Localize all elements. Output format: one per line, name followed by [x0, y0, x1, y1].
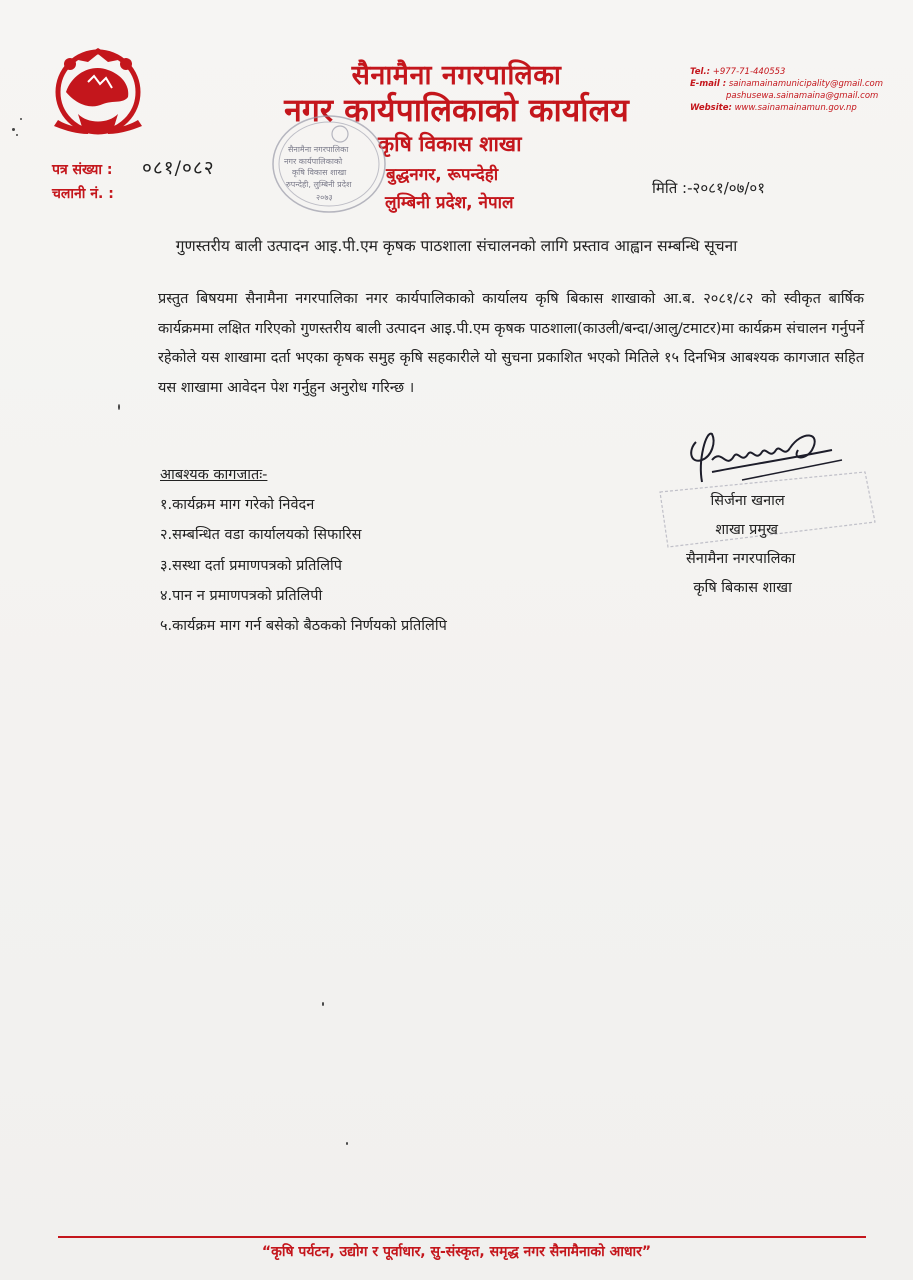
stamp-text-1: सैनामैना नगरपालिका	[288, 145, 349, 154]
email-value-1: sainamainamunicipality@gmail.com	[728, 79, 883, 89]
documents-list	[160, 490, 447, 641]
stamp-text-4: रुपन्देही, लुम्बिनी प्रदेश	[286, 180, 352, 189]
list-item: ४.पान न प्रमाणपत्रको प्रतिलिपी	[160, 587, 323, 604]
patra-sankhya-label: पत्र संख्या :	[52, 162, 113, 178]
list-item: ५.कार्यक्रम माग गर्न बसेको बैठकको निर्णयको प्रतिलिपि	[160, 618, 447, 635]
signatory-office: सैनामैना नगरपालिका	[686, 551, 796, 567]
website-label: Website:	[690, 103, 732, 113]
chalani-label: चलानी नं. :	[52, 186, 114, 202]
stamp-text-2: नगर कार्यपालिकाको	[284, 157, 343, 166]
office-name: नगर कार्यपालिकाको कार्यालय	[284, 91, 629, 129]
footer-divider	[58, 1236, 866, 1238]
signatory-designation: शाखा प्रमुख	[715, 522, 778, 538]
office-round-stamp	[270, 112, 388, 216]
footer-slogan: “कृषि पर्यटन, उद्योग र पूर्वाधार, सु-संस्कृत, समृद्ध नगर सैनामैनाको आधार”	[261, 1244, 652, 1260]
patra-sankhya-value: ०८१/०८२	[142, 157, 215, 179]
list-item: २.सम्बन्धित वडा कार्यालयको सिफारिस	[160, 527, 362, 544]
address-line-2: लुम्बिनी प्रदेश, नेपाल	[385, 193, 514, 213]
municipality-name: सैनामैना नगरपालिका	[351, 60, 562, 91]
scan-speck	[20, 118, 22, 120]
branch-name: कृषि विकास शाखा	[378, 132, 522, 156]
tel-value: +977-71-440553	[712, 67, 786, 77]
contact-block	[690, 66, 883, 114]
stamp-text-5: २०७३	[316, 193, 333, 202]
email-label: E-mail :	[690, 79, 727, 89]
signatory-name: सिर्जना खनाल	[710, 493, 785, 509]
list-item: ३.सस्था दर्ता प्रमाणपत्रको प्रतिलिपि	[160, 557, 343, 574]
scan-speck	[346, 1142, 348, 1145]
address-line-1: बुद्धनगर, रूपन्देही	[386, 165, 499, 185]
list-item: १.कार्यक्रम माग गरेको निवेदन	[160, 497, 315, 513]
letter-date: मिति :-२०८१/०७/०१	[652, 179, 766, 197]
notice-body: प्रस्तुत बिषयमा सैनामैना नगरपालिका नगर कार्यपालिकाको कार्यालय कृषि बिकास शाखाको आ.ब. २०८१/८२ को स्वीकृत बार्षिक कार्यक्रममा लक्षित गरिएको गुणस्तरीय बाली उत्पादन आइ.पी.एम कृषक पाठशाला(काउली/बन्दा/आलु/टमाटर)मा कार्यक्रम संचालन गर्नुपर्ने रहेकोले यस शाखामा दर्ता भएका कृषक समुह कृषि सहकारीले यो सुचना प्रकाशित भएको मितिले १५ दिनभित्र आबश्यक कागजात सहित यस शाखामा आवेदन पेश गर्नुहुन अनुरोध गरिन्छ ।	[158, 291, 864, 396]
scan-speck	[118, 404, 120, 410]
tel-label: Tel.:	[690, 67, 711, 77]
scan-speck	[322, 1002, 324, 1006]
notice-subject: गुणस्तरीय बाली उत्पादन आइ.पी.एम कृषक पाठशाला संचालनको लागि प्रस्ताव आह्वान सम्बन्धि सूचना	[175, 237, 738, 255]
stamp-text-3: कृषि विकास शाखा	[292, 168, 347, 177]
scan-speck	[12, 128, 15, 131]
signatory-branch: कृषि बिकास शाखा	[693, 580, 792, 596]
documents-heading: आबश्यक कागजातः-	[160, 467, 268, 483]
signatory-block	[686, 487, 796, 603]
email-value-2: pashusewa.sainamaina@gmail.com	[726, 91, 879, 101]
scan-speck	[16, 134, 18, 136]
website-value: www.sainamainamun.gov.np	[734, 103, 857, 113]
